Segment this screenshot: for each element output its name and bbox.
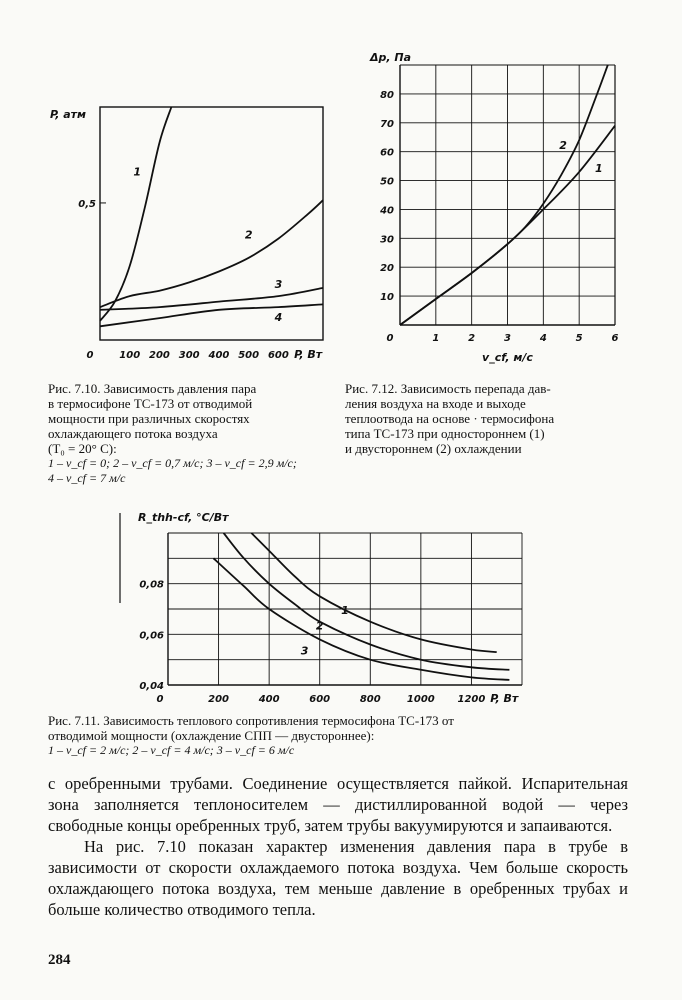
y-tick-label: 0,06	[139, 630, 164, 642]
series-line-3	[214, 558, 510, 680]
x-axis-label: P, Вт	[294, 348, 323, 361]
caption-line: Рис. 7.10. Зависимость давления пара	[48, 381, 257, 396]
y-tick-label: 30	[380, 234, 394, 246]
figure-7-10-chart	[40, 95, 340, 375]
caption-legend-line: 1 – v_cf = 0; 2 – v_cf = 0,7 м/с; 3 – v_cf = 2,9 м/с;	[48, 456, 297, 470]
caption-line: и двустороннем (2) охлаждении	[345, 441, 522, 456]
series-label-4: 4	[274, 310, 283, 324]
x-tick-label: 400	[208, 350, 230, 361]
y-tick-label: 50	[380, 176, 394, 188]
caption-line: Рис. 7.12. Зависимость перепада дав-	[345, 381, 551, 396]
series-label-3: 3	[274, 277, 283, 291]
caption-legend-line: 4 – v_cf = 7 м/с	[48, 471, 126, 485]
body-text	[48, 773, 628, 920]
x-axis-label: P, Вт	[490, 692, 519, 705]
x-tick-label: 0	[156, 694, 164, 705]
series-label-1: 1	[133, 165, 141, 179]
figure-7-12-chart	[350, 45, 640, 365]
series-line-2	[400, 65, 608, 325]
figure-7-11-caption	[48, 713, 628, 758]
x-tick-label: 600	[309, 694, 331, 705]
x-tick-label: 5	[575, 333, 583, 344]
figure-7-12-caption	[345, 381, 630, 456]
y-tick-label: 0,04	[139, 681, 164, 692]
y-tick-label: 0,08	[139, 579, 164, 591]
series-label-2: 2	[315, 619, 324, 633]
body-paragraph: с оребренными трубами. Соединение осуществляется пайкой. Испарительная зона заполняется теплоносителем — дистиллированной водой — через свободные концы оребренных труб, затем трубы вакуумируются и запаиваются.	[48, 774, 628, 835]
caption-line: отводимой мощности (охлаждение СПП — двустороннее):	[48, 728, 375, 743]
x-axis-label: v_cf, м/с	[482, 351, 533, 364]
series-label-2: 2	[559, 138, 567, 152]
x-tick-label: 100	[119, 350, 141, 361]
x-tick-label: 3	[504, 333, 511, 344]
x-tick-label: 1200	[457, 694, 486, 705]
series-label-1: 1	[595, 161, 603, 175]
x-tick-label: 200	[208, 694, 230, 705]
caption-line: охлаждающего потока воздуха	[48, 426, 218, 441]
y-tick-label: 40	[380, 205, 394, 217]
y-axis-label: R_thh-cf, °C/Вт	[138, 511, 229, 524]
x-tick-label: 300	[178, 350, 200, 361]
caption-line: (T₀ = 20° C):	[48, 441, 117, 456]
figure-7-10-caption	[48, 381, 323, 486]
caption-line: типа ТС-173 при одностороннем (1)	[345, 426, 545, 441]
x-tick-label: 800	[359, 694, 381, 705]
caption-line: ления воздуха на входе и выходе	[345, 396, 526, 411]
x-tick-label: 200	[149, 350, 170, 361]
x-tick-label: 0	[86, 350, 94, 361]
series-label-1: 1	[341, 604, 349, 618]
y-tick-label: 60	[380, 147, 394, 159]
x-tick-label: 1	[432, 333, 440, 344]
caption-line: мощности при различных скоростях	[48, 411, 250, 426]
x-tick-label: 4	[539, 333, 547, 344]
figure-7-11-chart	[120, 505, 540, 705]
caption-line: Рис. 7.11. Зависимость теплового сопротивления термосифона ТС-173 от	[48, 713, 454, 728]
x-tick-label: 500	[238, 350, 260, 361]
y-tick-label: 10	[380, 292, 394, 304]
x-tick-label: 400	[258, 694, 280, 705]
y-axis-label: P, атм	[50, 108, 87, 121]
y-tick-label: 70	[380, 118, 394, 130]
series-line-1	[100, 107, 171, 321]
x-tick-label: 2	[468, 333, 476, 344]
y-tick-label: 20	[380, 263, 394, 275]
page-number: 284	[48, 952, 71, 968]
series-label-2: 2	[244, 228, 253, 242]
caption-legend-line: 1 – v_cf = 2 м/с; 2 – v_cf = 4 м/с; 3 – v_cf = 6 м/с	[48, 743, 295, 757]
x-tick-label: 1000	[406, 694, 435, 705]
plot-frame	[100, 107, 323, 340]
series-label-3: 3	[300, 644, 309, 658]
y-tick-label: 0,5	[78, 198, 96, 210]
y-axis-label: Δp, Па	[370, 51, 412, 64]
x-tick-label: 0	[386, 333, 394, 344]
caption-line: в термосифоне ТС-173 от отводимой	[48, 396, 253, 411]
x-tick-label: 600	[267, 350, 289, 361]
caption-line: теплоотвода на основе · термосифона	[345, 411, 555, 426]
y-tick-label: 80	[380, 89, 394, 101]
x-tick-label: 6	[611, 333, 619, 344]
body-paragraph: На рис. 7.10 показан характер изменения давления пара в трубе в зависимости от скорости охлаждаемого потока воздуха. Чем больше скорость охлаждающего потока воздуха, тем меньше давление в оребренных трубах и больше количество отводимого тепла.	[48, 837, 628, 919]
